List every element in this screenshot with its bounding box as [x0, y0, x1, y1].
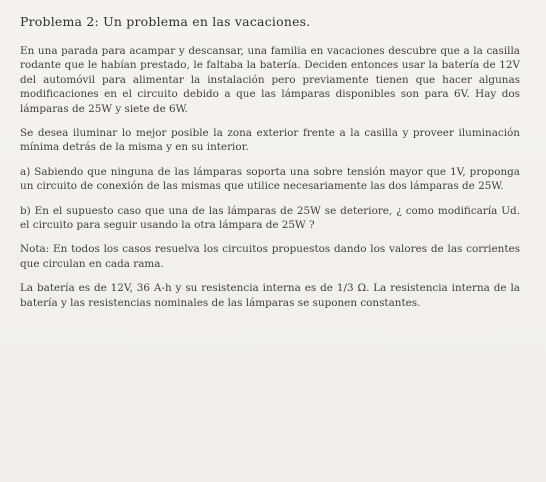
- paragraph-note: Nota: En todos los casos resuelva los circuitos propuestos dando los valores de las corrientes que circulan en cada rama.: [20, 243, 520, 270]
- paragraph-battery-data: La batería es de 12V, 36 A-h y su resistencia interna es de 1/3 Ω. La resistencia interna de la batería y las resistencias nominales de las lámparas se suponen constantes.: [20, 282, 520, 309]
- paragraph-objective: Se desea iluminar lo mejor posible la zona exterior frente a la casilla y proveer iluminación mínima detrás de la misma y en su interior.: [20, 127, 520, 154]
- paragraph-question-b: b) En el supuesto caso que una de las lámparas de 25W se deteriore, ¿ como modificaría Ud. el circuito para seguir usando la otra lámpara de 25W ?: [20, 204, 520, 232]
- paragraph-question-a: a) Sabiendo que ninguna de las lámparas soporta una sobre tensión mayor que 1V, proponga un circuito de conexión de las mismas que utilice necesariamente las dos lámparas de 25W.: [20, 165, 520, 193]
- paragraph-context: En una parada para acampar y descansar, una familia en vacaciones descubre que a la casilla rodante que le habían prestado, le faltaba la batería. Deciden entonces usar la batería de 12V del automóvil para alimentar la instalación pero previamente tienen que hacer algunas modificaciones en el circuito debido a que las lámparas disponibles son para 6V. Hay dos lámparas de 25W y siete de 6W.: [20, 45, 520, 115]
- problem-title: Problema 2: Un problema en las vacaciones.: [20, 14, 311, 29]
